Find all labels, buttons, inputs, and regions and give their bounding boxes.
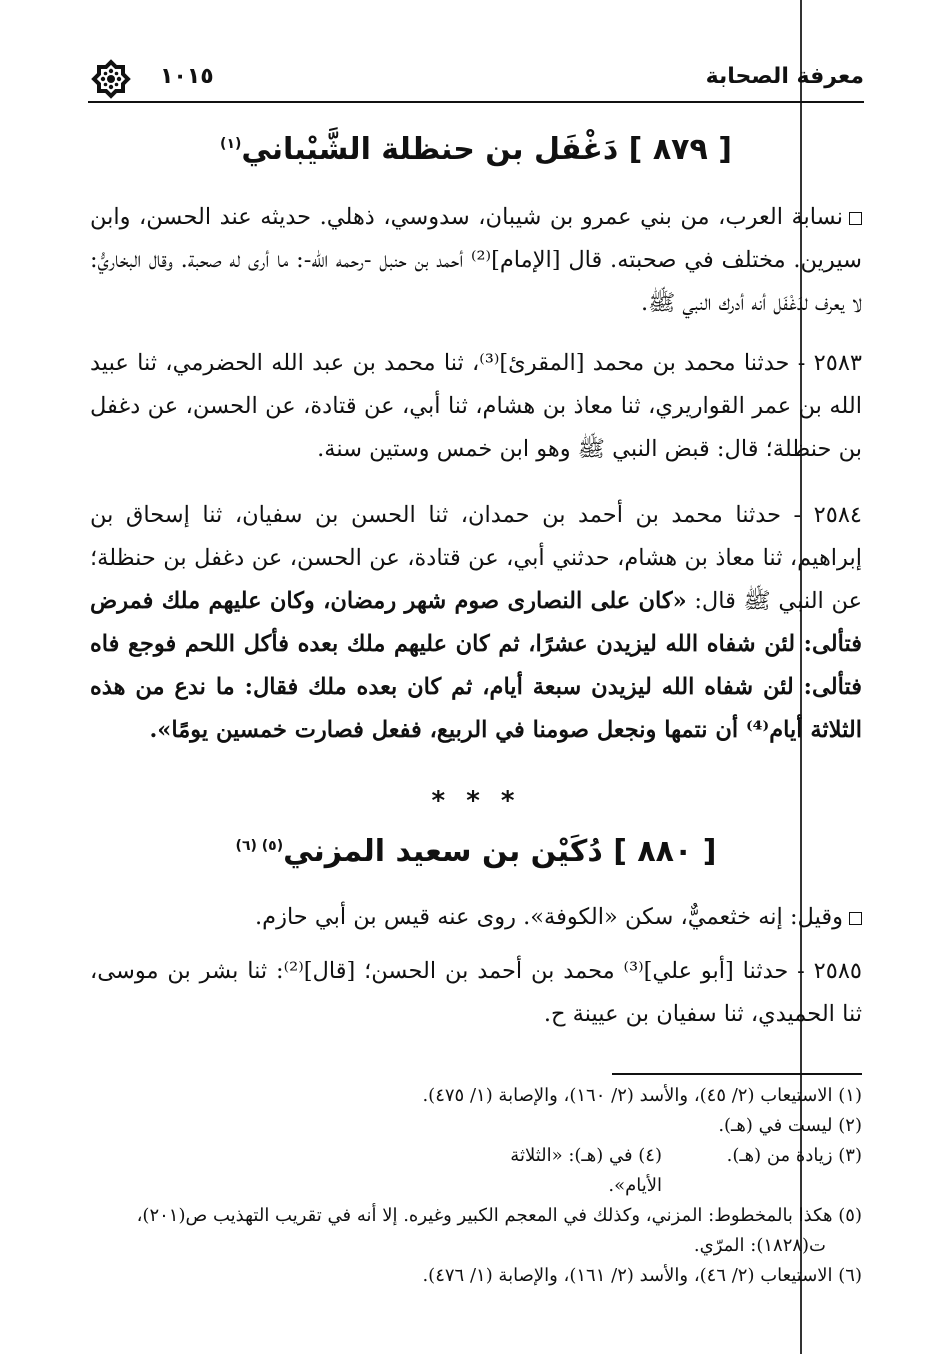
square-bullet-icon	[849, 912, 862, 925]
hadith-paragraph-2583	[90, 342, 862, 471]
entry-paragraph-bio	[90, 196, 862, 325]
entry-title: [ ٨٨٠ ] دُكَيْن بن سعيد المزني	[283, 834, 717, 869]
footnote-2: (٢) ليست في (هـ).	[718, 1115, 862, 1136]
book-title: معرفة الصحابة	[705, 64, 864, 89]
entry-heading-879	[88, 132, 864, 167]
footnote-4: (٤) في (هـ): «الثلاثة الأيام».	[510, 1145, 662, 1196]
hadith-matn: «كان على النصارى صوم شهر رمضان، وكان عليهم ملك فمرض فتألى: لئن شفاه الله ليزيدن عشرًا، ثم كان عليهم ملك بعده فأكل اللحم فوجع فاه فتألى: لئن شفاه الله ليزيدن سبعة أيام، ثم كان بعده ملك فقال: ما ندع من هذه الثلاثة أيام⁽⁴⁾ أن نتمها ونجعل صومنا في الربيع، ففعل فصارت خمسين يومًا».	[90, 588, 862, 743]
footnote-5: (٥) هكذا بالمخطوط: المزني، وكذلك في المعجم الكبير وغيره. إلا أنه في تقريب التهذيب ص(٢٠١)،	[136, 1205, 862, 1226]
hadith-paragraph-2585	[90, 950, 862, 1036]
entry-heading-880	[88, 834, 864, 869]
header-rule	[88, 101, 864, 103]
bio-text: نسابة العرب، من بني عمرو بن شيبان، سدوسي، ذهلي. حديثه عند الحسن، وابن سيرين. مختلف في صحبته. قال [الإمام]⁽²⁾ أحمد بن حنبل -رحمه الله-: ما أرى له صحبة. وقال البخاريُّ: لا يعرف لدَغْفَل أنه أدرك النبي ﷺ.	[90, 204, 862, 316]
page-number: ١٠١٥	[160, 64, 214, 89]
footnote-row	[92, 1141, 862, 1201]
footnote-1: (١) الاستيعاب (٢/ ٤٥)، والأسد (٢/ ١٦٠)، والإصابة (١/ ٤٧٥).	[422, 1085, 862, 1106]
entry-title: [ ٨٧٩ ] دَغْفَل بن حنظلة الشَّيْباني	[241, 132, 732, 167]
section-separator: * * *	[431, 786, 521, 816]
page-header	[88, 62, 864, 96]
ornament-icon	[88, 56, 134, 102]
hadith-isnad: ٢٥٨٤ - حدثنا محمد بن أحمد بن حمدان، ثنا الحسن بن سفيان، ثنا إسحاق بن إبراهيم، ثنا معاذ بن هشام، حدثني أبي، عن قتادة، عن الحسن، عن دغفل بن حنظلة؛ عن النبي ﷺ قال:	[90, 502, 862, 614]
footnotes	[92, 1081, 862, 1291]
bio-text: وقيل: إنه خثعميٌّ، سكن «الكوفة». روى عنه قيس بن أبي حازم.	[255, 904, 843, 930]
hadith-text: ٢٥٨٣ - حدثنا محمد بن محمد [المقرئ]⁽³⁾، ثنا محمد بن عبد الله الحضرمي، ثنا عبيد الله بن عمر القواريري، ثنا معاذ بن هشام، ثنا أبي، عن قتادة، عن الحسن، عن دغفل بن حنظلة؛ قال: قبض النبي ﷺ وهو ابن خمس وستين سنة.	[90, 350, 862, 462]
footnote-3: (٣) زيادة من (هـ).	[726, 1145, 862, 1166]
footnote-ref: (٥) (٦)	[235, 838, 284, 854]
footnote-6: (٦) الاستيعاب (٢/ ٤٦)، والأسد (٢/ ١٦١)، والإصابة (١/ ٤٧٦).	[422, 1265, 862, 1286]
footnote-ref: (١)	[220, 136, 242, 152]
footnote-5-continuation: ت(١٨٢٨): المرّي.	[693, 1235, 826, 1256]
hadith-text: ٢٥٨٥ - حدثنا [أبو علي]⁽³⁾ محمد بن أحمد بن الحسن؛ [قال]⁽²⁾: ثنا بشر بن موسى، ثنا الحميدي، ثنا سفيان بن عيينة ح.	[90, 958, 862, 1027]
square-bullet-icon	[849, 212, 862, 225]
entry-paragraph-bio-880	[90, 896, 862, 939]
hadith-paragraph-2584	[90, 494, 862, 752]
footnote-rule	[612, 1073, 862, 1075]
